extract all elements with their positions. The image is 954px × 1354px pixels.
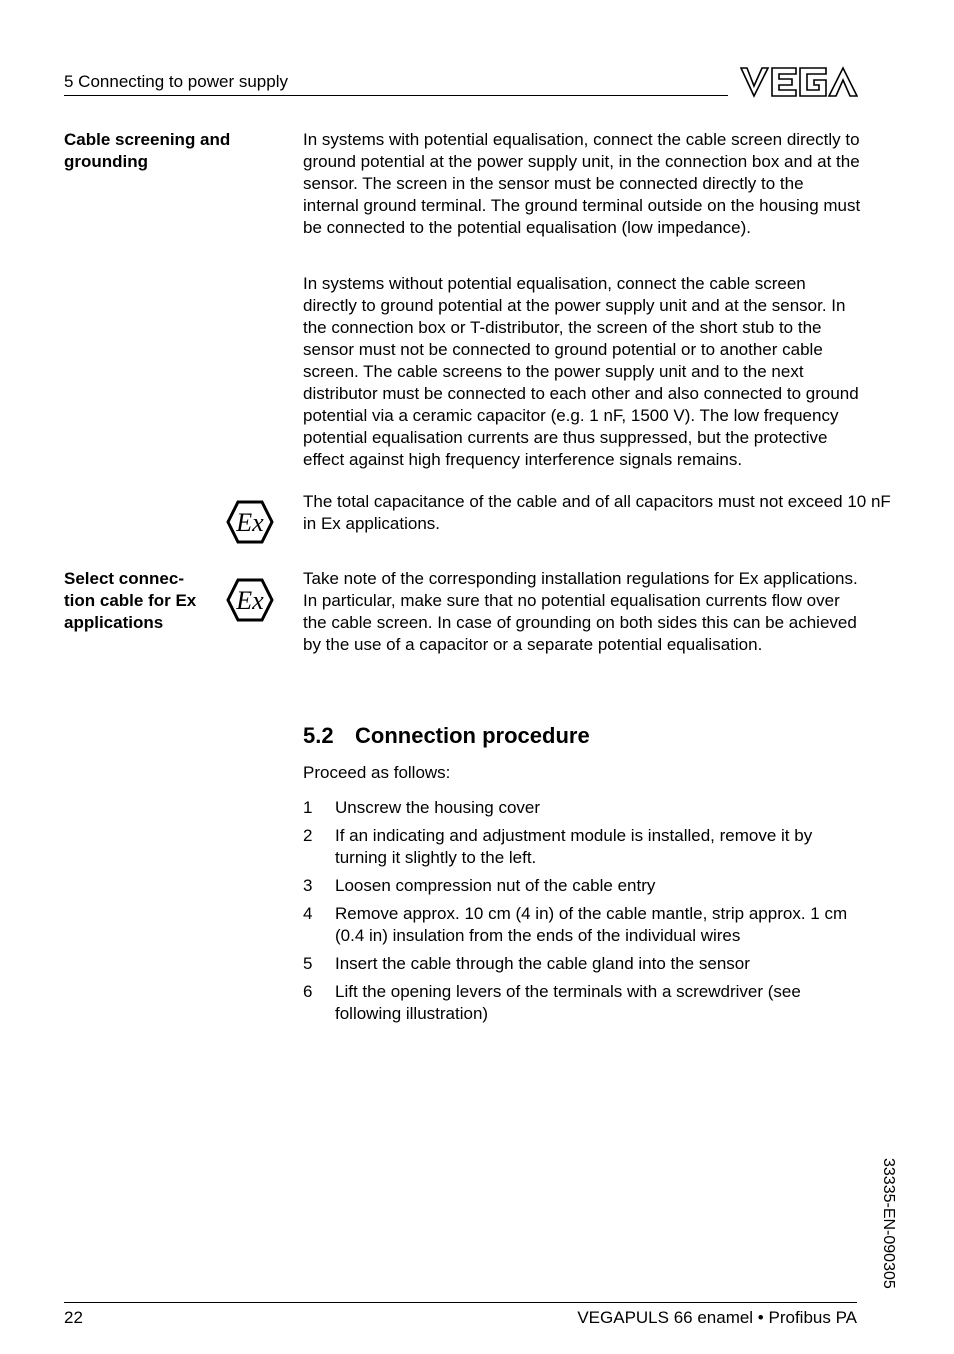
step-text: Remove approx. 10 cm (4 in) of the cable mantle, strip approx. 1 cm (0.4 in) insulation from the ends of the individual wires <box>335 904 848 945</box>
ex-hexagon-icon <box>226 500 274 544</box>
procedure-intro: Proceed as follows: <box>303 763 451 782</box>
side-label-ex-cable: Select connec-tion cable for Ex applications <box>64 569 197 632</box>
footer-divider <box>64 1302 857 1303</box>
vega-logo <box>740 66 858 98</box>
page-number: 22 <box>64 1308 83 1327</box>
ex-hexagon-icon <box>226 578 274 622</box>
step-number: 5 <box>303 954 313 973</box>
list-item <box>303 953 863 975</box>
list-item <box>303 797 863 819</box>
list-item <box>303 825 863 869</box>
product-name: VEGAPULS 66 enamel • Profibus PA <box>577 1308 857 1327</box>
step-number: 2 <box>303 826 313 845</box>
chapter-header: 5 Connecting to power supply <box>64 72 288 91</box>
section-heading <box>303 722 590 750</box>
section-title: Connection procedure <box>355 723 590 748</box>
step-text: Loosen compression nut of the cable entry <box>335 876 656 895</box>
document-code: 33335-EN-090305 <box>880 1158 897 1289</box>
step-number: 1 <box>303 798 313 817</box>
side-label-cable-screening: Cable screening and grounding <box>64 130 231 171</box>
procedure-steps-list <box>303 797 863 1031</box>
step-text: Unscrew the housing cover <box>335 798 541 817</box>
step-number: 3 <box>303 876 313 895</box>
step-text: Insert the cable through the cable gland into the sensor <box>335 954 750 973</box>
paragraph-without-equalisation: In systems without potential equalisation, connect the cable screen directly to ground potential at the power supply unit and at the sensor. In the connection box or T-distributor, the screen of the short stub to the sensor must not be connected to ground potential or to another cable screen. The cable screens to the power supply unit and to the next distributor must be connected to each other and also connected to ground potential via a ceramic capacitor (e.g. 1 nF, 1500 V). The low frequency potential equalisation currents are thus suppressed, but the protective effect against high frequency interference signals remains. <box>303 274 859 469</box>
list-item <box>303 875 863 897</box>
list-item <box>303 903 863 947</box>
header-divider <box>64 95 728 96</box>
step-number: 4 <box>303 904 313 923</box>
svg-text:Ex: Ex <box>236 586 264 615</box>
ex-capacitance-note: The total capacitance of the cable and of all capacitors must not exceed 10 nF in Ex applications. <box>303 492 891 533</box>
step-number: 6 <box>303 982 313 1001</box>
svg-text:Ex: Ex <box>236 508 264 537</box>
section-number: 5.2 <box>303 723 334 748</box>
paragraph-with-equalisation: In systems with potential equalisation, connect the cable screen directly to ground potential at the power supply unit, in the connection box and at the sensor. The screen in the sensor must be connected directly to the internal ground terminal. The ground terminal outside on the housing must be connected to the potential equalisation (low impedance). <box>303 130 861 237</box>
step-text: If an indicating and adjustment module is installed, remove it by turning it slightly to the left. <box>335 826 813 867</box>
step-text: Lift the opening levers of the terminals with a screwdriver (see following illustration) <box>335 982 801 1023</box>
paragraph-ex-regulations: Take note of the corresponding installation regulations for Ex applications. In particular, make sure that no potential equalisation currents flow over the cable screen. In case of grounding on both sides this can be achieved by the use of a capacitor or a separate potential equalisation. <box>303 569 858 654</box>
list-item <box>303 981 863 1025</box>
